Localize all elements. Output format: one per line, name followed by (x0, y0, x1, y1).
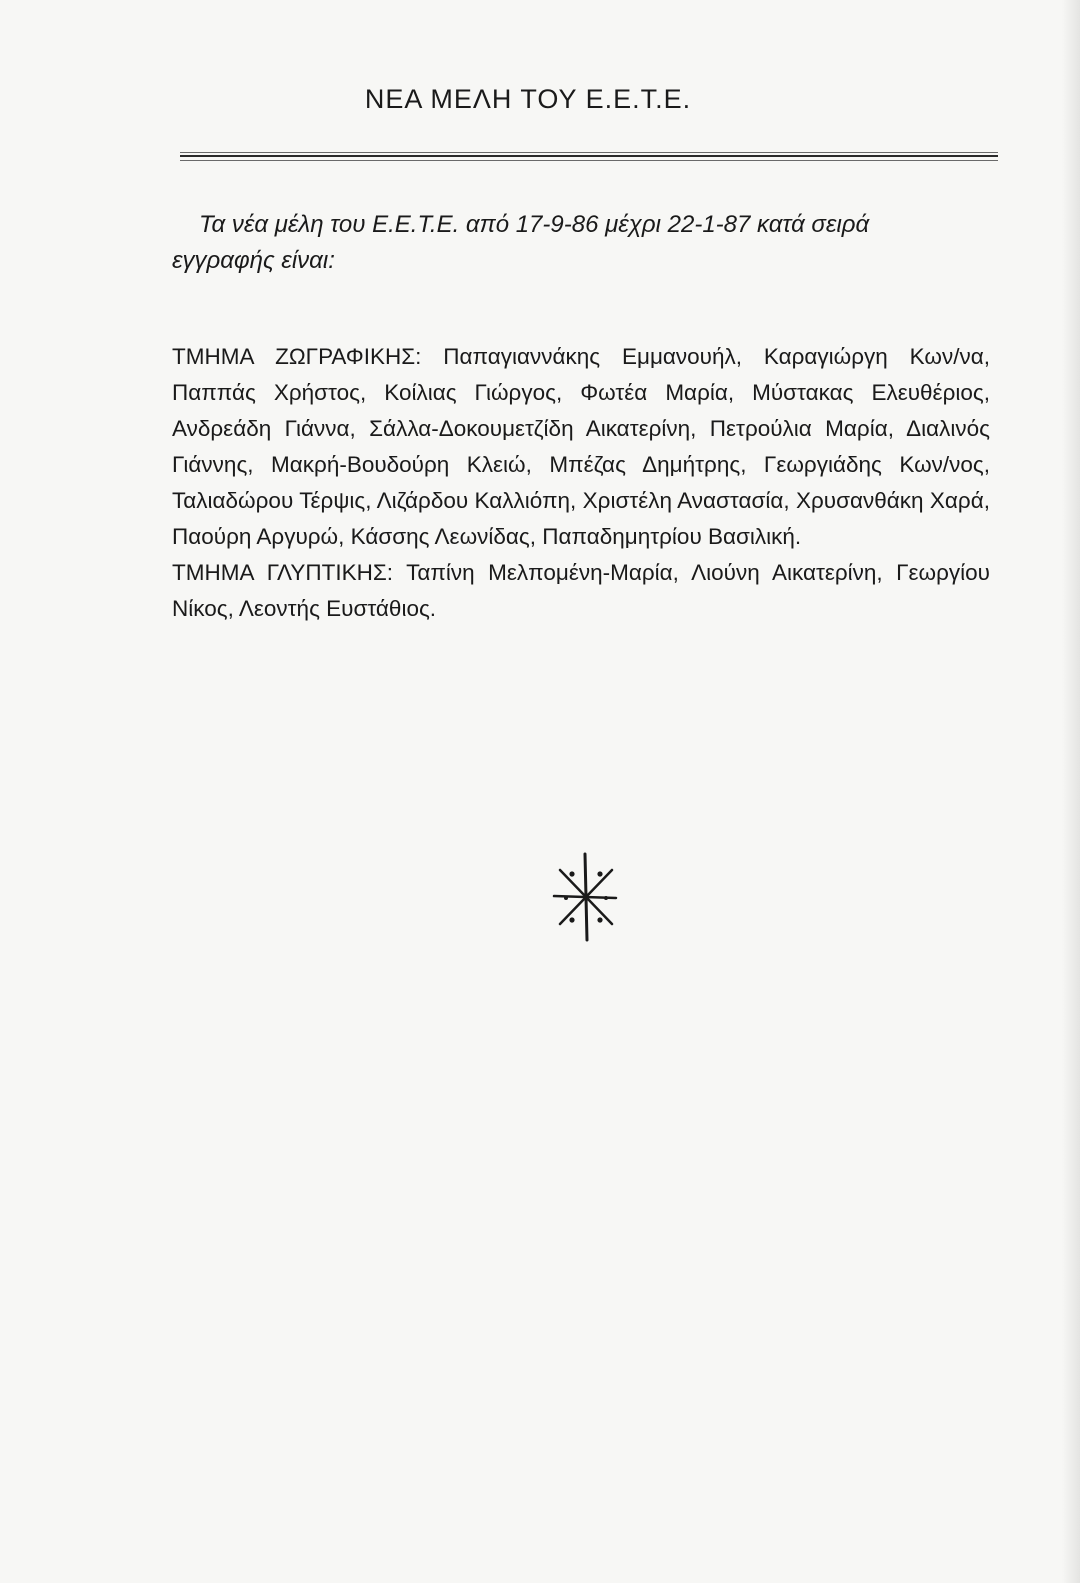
page-header (0, 84, 1080, 115)
section-heading-painting: ΤΜΗΜΑ ΖΩΓΡΑΦΙΚΗΣ: (172, 344, 422, 369)
section-heading-sculpture: ΤΜΗΜΑ ΓΛΥΠΤΙΚΗΣ: (172, 560, 394, 585)
header-rule-top (180, 152, 998, 153)
section-sculpture (172, 555, 990, 627)
intro-line-1: Τα νέα μέλη του Ε.Ε.Τ.Ε. από 17-9-86 μέχρι 22-1-87 κατά σειρά (199, 211, 870, 238)
section-text-sculpture: Ταπίνη Μελπομένη-Μαρία, Λιούνη Αικατερίνη, Γεωργίου Νίκος, Λεοντής Ευστάθιος. (172, 560, 990, 621)
members-list (172, 339, 990, 627)
asterisk-ornament-icon (550, 852, 620, 942)
header-rule-bottom (180, 160, 998, 161)
section-painting (172, 339, 990, 555)
intro-line-2: εγγραφής είναι: (172, 247, 335, 274)
header-rule-thick (180, 155, 998, 157)
page-edge-shadow (1062, 0, 1080, 1583)
intro-paragraph (172, 207, 1002, 279)
page-title: ΝΕΑ ΜΕΛΗ ΤΟΥ Ε.Ε.Τ.Ε. (364, 84, 692, 114)
section-text-painting: Παπαγιαννάκης Εμμανουήλ, Καραγιώργη Κων/να, Παππάς Χρήστος, Κοίλιας Γιώργος, Φωτέα Μαρία, Μύστακας Ελευθέριος, Ανδρεάδη Γιάννα, Σάλλα-Δοκουμετζίδη Αικατερίνη, Πετρούλια Μαρία, Διαλινός Γιάννης, Μακρή-Βουδούρη Κλειώ, Μπέζας Δημήτρης, Γεωργιάδης Κων/νος, Ταλιαδώρου Τέρψις, Λιζάρδου Καλλιόπη, Χριστέλη Αναστασία, Χρυσανθάκη Χαρά, Παούρη Αργυρώ, Κάσσης Λεωνίδας, Παπαδημητρίου Βασιλική. (172, 344, 990, 549)
